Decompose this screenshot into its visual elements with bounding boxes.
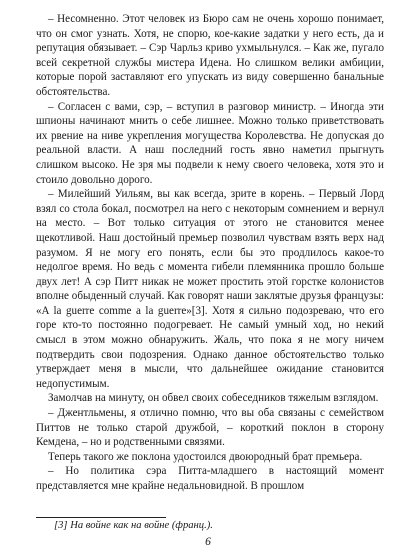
- footnote-divider: [36, 517, 166, 518]
- paragraph: Замолчав на минуту, он обвел своих собеседников тяжелым взглядом.: [48, 392, 379, 405]
- paragraph: – Милейший Уильям, вы как всегда, зрите в корень. – Первый Лорд взял со стола бокал, посмотрел на него с некоторым сомнением и вернул на место. – Вот только ситуация от этого не становится менее щекотливой. Наш достойный премьер позволил чувствам взять верх над разумом. Я не могу его понять, если бы это продлилось какое-то недолгое время. Но ведь с момента гибели племянника прошло больше двух лет! А сэр Питт никак не может простить этой горстке колонистов вполне обыденный случай. Как говорят наши заклятые друзья французы: «A la guerre comme a la guerre»[3]. Хотя я сильно подозреваю, что его горе кто-то постоянно подогревает. Не самый умный ход, но некий смысл в этом можно обнаружить. Жаль, что пока я не могу ничем подтвердить свои подозрения. Однако данное обстоятельство только утверждает меня в мысли, что дальнейшее ожидание становится недопустимым.: [36, 188, 384, 390]
- page-number: 6: [205, 536, 211, 548]
- paragraph: – Согласен с вами, сэр, – вступил в разговор министр. – Иногда эти шпионы начинают мнить о себе лишнее. Можно только приветствовать их рвение на ниве укрепления могущества Королевства. Не допуская до реальной власти. А наш последний гость явно наметил прыгнуть слишком высоко. Не зря мы подвели к нему своего человека, хотя это и стоило довольно дорого.: [36, 100, 384, 186]
- page-body: [36, 12, 384, 494]
- paragraph: – Но политика сэра Питта-младшего в настоящий момент представляется мне крайне недальновидной. В прошлом: [36, 465, 384, 492]
- footnote: [3] На войне как на войне (франц.).: [54, 520, 213, 531]
- paragraph: – Джентльмены, я отлично помню, что вы оба связаны с семейством Питтов не только старой дружбой, – короткий поклон в сторону Кемдена, – но и родственными связями.: [36, 407, 384, 449]
- paragraph: – Несомненно. Этот человек из Бюро сам не очень хорошо понимает, что он смог узнать. Хотя, не спорю, кое-какие задатки у него есть, да и репутация обязывает. – Сэр Чарльз криво ухмыльнулся. – Как же, пугало всей секретной службы мистера Идена. Но слишком велики амбиции, которые порой заставляют его упускать из виду совершенно банальные обстоятельства.: [36, 13, 384, 98]
- paragraph: Теперь такого же поклона удостоился двоюродный брат премьера.: [48, 450, 363, 463]
